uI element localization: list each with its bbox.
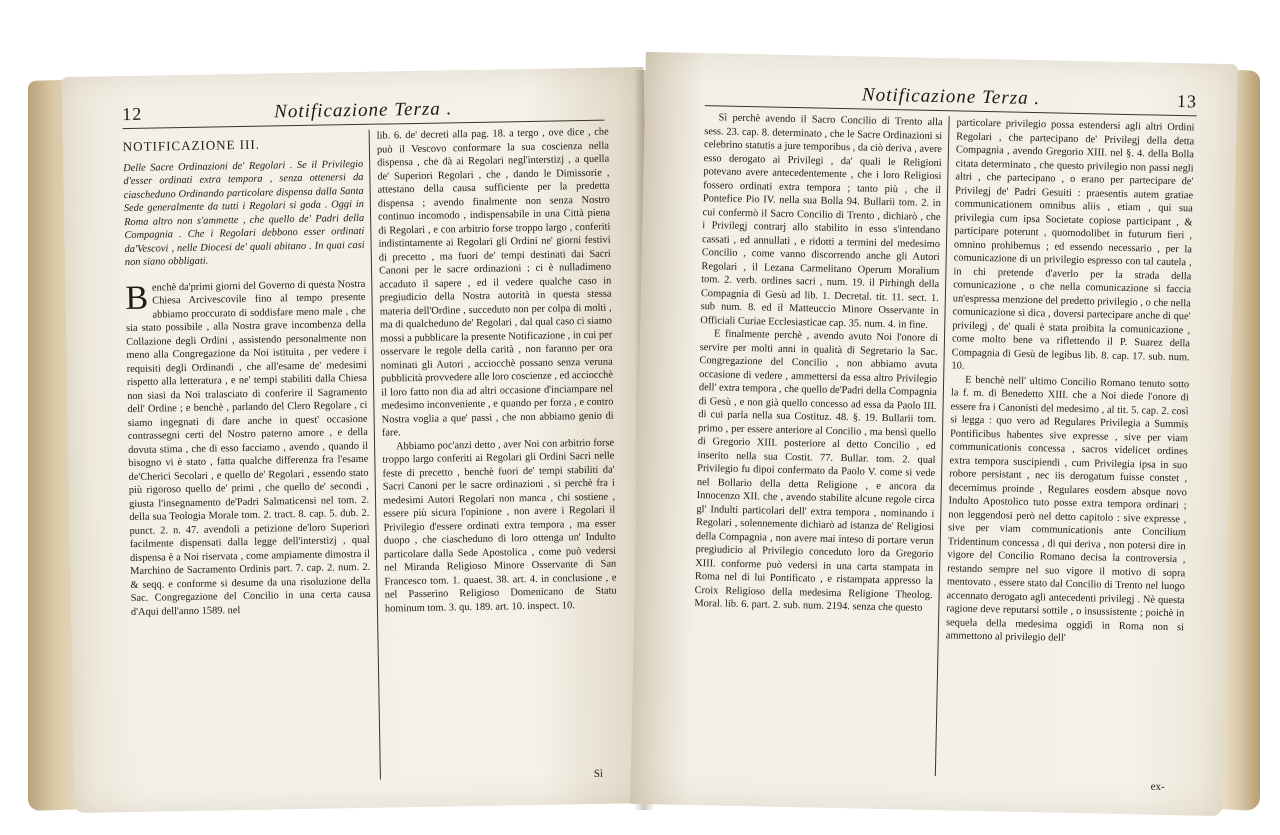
right-column-2 [946,116,1195,647]
left-column-2 [377,126,617,616]
left-page [62,67,657,813]
column-text-continued: Abbiamo poc'anzi detto , aver Noi con arbitrio forse troppo largo conferiti ai Regolari gli Ordini Sacri nelle feste di precetto , benchè fuori de' tempi stabiliti da' Sacri Canoni per le sacre ordinazioni , si perchè fra i medesimi Autori Regolari non manca , chi sostiene , essere più sicura l'opinione , non avere i Regolari il Privilegio d'essere ordinati extra tempora , ma esser duopo , che ciascheduno di loro ottenga un' Indulto particolare dalla Sede Apostolica , come può vedersi nel Miranda Religioso Minore Osservante di San Francesco tom. 1. quaest. 38. art. 4. in conclusione , e nel Passerino Religioso Domenicano de Statu hominum tom. 3. qu. 189. art. 10. inspect. 10. [382,437,617,615]
column-text-continued: E finalmente perchè , avendo avuto Noi l'onore di servire per molti anni in qualità di Segretario la Sac. Congregazione del Concilio , non abbiamo avuta occasione di vedere , ammettersi da essa altro Privilegio dell' extra tempora , che quello de'Padri della Compagnia di Gesù , e non già quello concesso ad essa da Paolo III. di cui parla nella sua Costituz. 48. §. 19. Bullarii tom. primo , per essere anteriore al Concilio , ma bensì quello di Gregorio XIII. posteriore al detto Concilio , ed inserito nella sua Costit. 77. Bullar. tom. 2. qual Privilegio fu dipoi confermato da Paolo V. come si vede nel Bollario della detta Religione , e ancora da Innocenzo XII. che , avendo stabilite alcune regole circa gl' Indulti particolari dell' extra tempora , nominando i Regolari , solennemente dichiarò ad istanza de' Religiosi della Compagnia , non avere mai inteso di portare verun pregiudicio al Privilegio conceduto loro da Gregorio XIII. conforme può vedersi in una carta stampata in Roma nel di lui Pontificato , e ristampata appresso la Croix Religioso della medesima Religione Theolog. Moral. lib. 6. part. 2. sub. num. 2194. senza che questo [694,328,939,614]
column-text: lib. 6. de' decreti alla pag. 18. a tergo , ove dice , che può il Vescovo conformare la sua coscienza nella dispensa , che dà ai Regolari negl'interstizj , a quella de' Superiori Regolari , che , dando le Dimissorie , attestano della causa sufficiente per la predetta dispensa ; avendo finalmente non senza Nostro continuo incomodo , indispensabile in una Città piena di Regolari , e con arbitrio forse troppo largo , conferiti indistintamente ai Regolari gli Ordini ne' giorni festivi di precetto , ma fuori de' tempi destinati dai Sacri Canoni per le sacre ordinazioni ; ci è nulladimeno accaduto il sapere , ed il vedere qualche caso in pregiudicio della Nostra autorità in questa stessa materia dell'Ordine , succeduto non per colpa di molti , ma di qualcheduno de' Regolari , dal qual caso ci siamo mossi a pubblicare la presente Notificazione , in cui per osservare le regole della carità , non faranno per ora nominati gli Autori , acciocchè possano senza veruna pubblicità provvedere alle loro coscienze , ed acciocchè il loro fatto non dia ad altri occasione d'inciampare nel medesimo inconveniente , e quando per forza , e contro Nostra voglia a que' passi , che non abbiamo genio di fare. [376,126,614,439]
body-text: enchè da'primi giorni del Governo di questa Nostra Chiesa Arcivescovile fino al tempo presente abbiamo proccurato di soddisfare meno male , che sia stato possibile , alla Nostra grave incombenza della Collazione degli Ordini , assistendo personalmente non meno alla Congregazione da Noi istituita , per vedere i requisiti degli Ordinandi , che all'esame de' medesimi rispetto alla letteratura , e ne' tempi stabiliti dalla Chiesa non siasi da Noi tralasciato di conferire il Sagramento dell' Ordine ; e benchè , parlando del Clero Regolare , ci siamo ingegnati di dare anche in quest' occasione contrassegni certi del Nostro paterno amore , e della dovuta stima , che di esso facciamo , avendo , quando il bisogno vi è stato , fatta qualche differenza fra l'esame de'Cherici Secolari , e quello de' Regolari , essendo stato più rigoroso quello de' primi , che quello de' secondi , giusta l'insegnamento de'Padri Salmaticensi nel tom. 2. della sua Teologia Morale tom. 2. tract. 8. cap. 5. dub. 2. punct. 2. n. 47. avendoli a petizione de'loro Superiori facilmente dispensati dalla legge dell'interstizj , qual dispensa è a Noi riservata , come ampiamente dimostra il Marchino de Sacramento Ordinis part. 7. cap. 2. num. 2. & seqq. e conforme si desume da una risoluzione della Sac. Congregazione del Concilio in una certa causa d'Aqui dell'anno 1589. nel [125,278,371,618]
drop-cap: B [125,279,149,317]
right-page [630,52,1238,816]
catchword: ex- [1150,780,1165,793]
notification-summary: Delle Sacre Ordinazioni de' Regolari . Se il Privilegio d'esser ordinati extra tempora , senza ottenersi da ciascheduno Ordinando particolare dispensa dalla Santa Sede generalmente da tutti i Regolari si goda . Oggi in Roma altro non s'ammette , che quello de' Padri della Compagnia . Che i Regolari debbono esser ordinati da'Vescovi , nelle Diocesi de' quali abitano . In quai casi non siano obbligati. [123,158,365,269]
right-column-1 [694,111,942,615]
column-text-continued: E benchè nell' ultimo Concilio Romano tenuto sotto la f. m. di Benedetto XIII. che a Noi diede l'onore di essere fra i Canonisti del medesimo , al tit. 5. cap. 2. così si legga : quo vero ad Regulares Privilegia a Summis Pontificibus habentes sive expresse , sive per viam communicationis concessa , sacros videlicet ordines extra tempora suscipiendi , cum Privilegia ipsa in suo robore persistant , nec iis derogatum fuisse constet , decernimus proinde , Regulares eosdem absque novo Indulto Apostolico tuto posse extra tempora ordinari ; non leggendosi però nel detto capitolo : sive expresse , sive per viam communicationis ante Concilium Tridentinum concessa , di qui deriva , non potersi dire in vigore del Concilio Romano decisa la controversia , restando sempre nel suo vigore il motivo di sopra mentovato , essere stato dal Concilio di Trento nel luogo accennato derogato agli antecedenti privilegj . Nè questa ragione deve reputarsi sottile , o insussistente ; poichè in sequela della medesima oggidì in Roma non si ammettono al privilegio dell' [945,374,1190,644]
body-paragraph [125,277,371,619]
page-number: 13 [1176,91,1198,112]
column-text: Sì perchè avendo il Sacro Concilio di Trento alla sess. 23. cap. 8. determinato , che le Sacre Ordinazioni si celebrino statutis a jure temporibus , da ciò deriva , avere esso derogato ai Privilegi , da' quali le Religioni potevano avere antecedentemente , che i loro Religiosi fossero ordinati extra tempora ; tanto più , che il Pontefice Pio IV. nella sua Bolla 94. Bullarii tom. 2. in cui confermò il Sacro Concilio di Trento , dichiarò , che i Privilegj contrarj allo stabilito in esso s'intendano cassati , ed annullati , e ridotti a termini del medesimo Concilio , come vanno discorrendo anche gli Autori Regolari , il Lezana Carmelitano Operum Moralium tom. 2. verb. ordines sacri , num. 19. il Pirhingh della Compagnia di Gesù ad lib. 1. Decretal. tit. 11. sect. 1. sub num. 8. ed il Matteuccio Minore Osservante in Officiali Curiae Ecclesiasticae cap. 35. num. 4. in fine. [700,112,943,331]
page-number: 12 [122,103,143,125]
open-book [28,20,1260,810]
left-column-1 [123,130,371,619]
column-text: particolare privilegio possa estendersi agli altri Ordini Regolari , che partecipano de' Privilegj della detta Compagnia , avendo Gregorio XIII. nel §. 4. della Bolla citata determinato , che questo privilegio non passi negli altri , che partecipano , o erano per partecipare de' Privilegj de' Padri Gesuiti : praesentis autem gratiae communicationem omnibus aliis , etiam , qui sua privilegia cum ipsa Societate copiose participant , & participare poterunt , quomodolibet in futurum fieri , omnino prohibemus ; ed essendo necessario , per la comunicazione di un privilegio espresso con tal cautela , in chi pretende d'averlo per la strada della comunicazione , o che nella comunicazione si faccia un'espressa menzione del predetto privilegio , o che nella comunicazione si dica , doversi partecipare anche di que' privilegj , de' quali è stata proibita la comunicazione , come molto bene va riflettendo il P. Suarez della Compagnia di Gesù de legibus lib. 8. cap. 17. sub. num. 10. [951,117,1195,372]
catchword: Sì [593,767,604,780]
running-head: Notificazione Terza . [274,98,453,123]
running-head: Notificazione Terza . [861,84,1041,110]
notification-title: NOTIFICAZIONE III. [122,136,261,155]
